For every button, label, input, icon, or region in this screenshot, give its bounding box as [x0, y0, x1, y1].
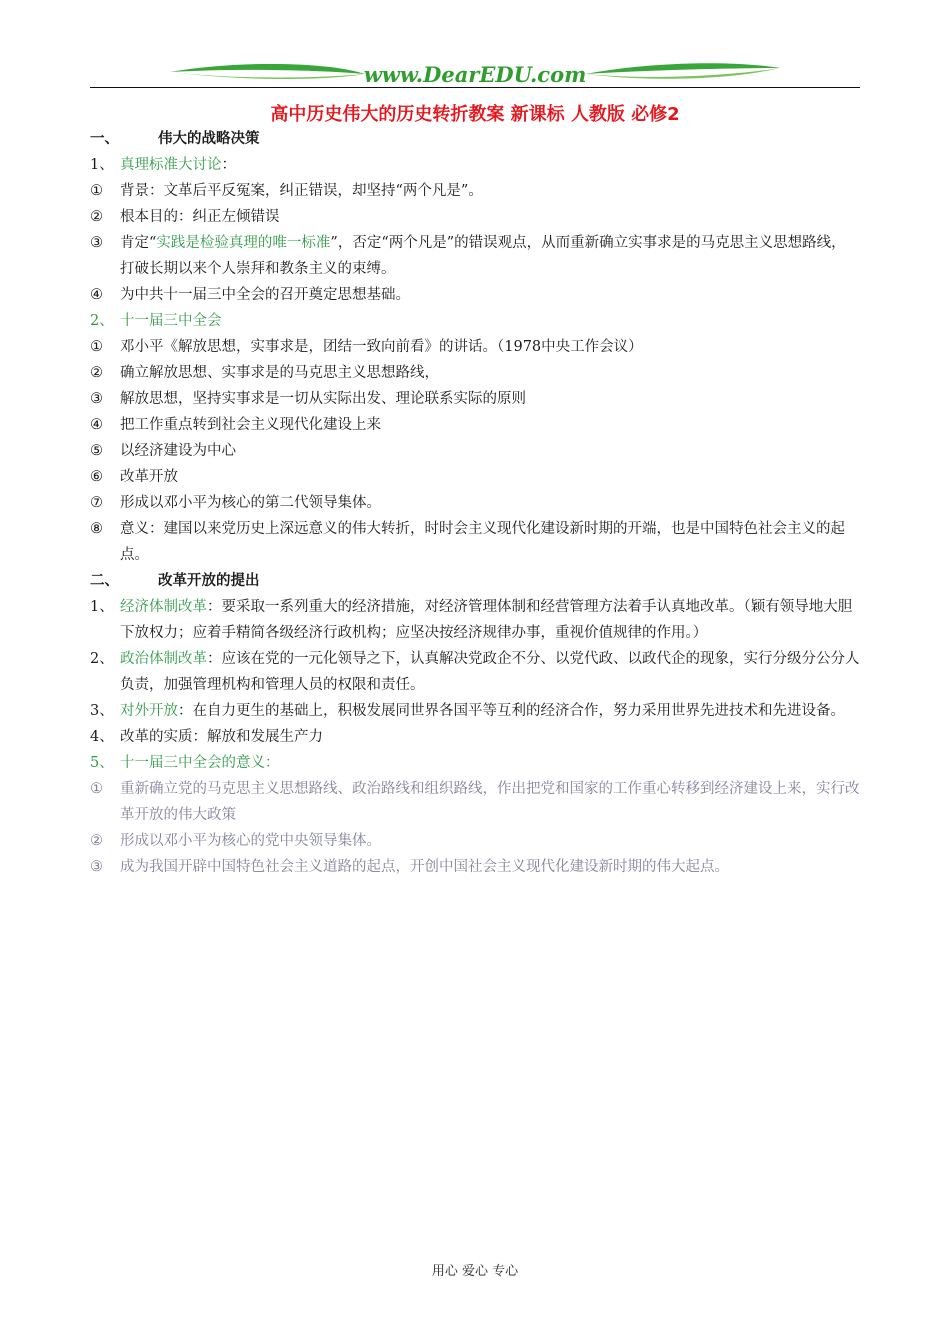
list-item-marker: ③ [90, 235, 103, 251]
list-item [90, 412, 860, 438]
list-item-text: 肯定“ [120, 235, 157, 251]
list-item-text: 背景：文革后平反冤案，纠正错误，却坚持“两个凡是”。 [120, 183, 483, 199]
list-item [90, 776, 860, 828]
highlighted-term: 十一届三中全会 [120, 313, 222, 329]
section-heading [90, 126, 860, 152]
list-item [90, 828, 860, 854]
list-item-text: ：应该在党的一元化领导之下，认真解决党政企不分、以党代政、以政代企的现象，实行分级分公分人负责，加强管理机构和管理人员的权限和责任。 [120, 651, 860, 693]
section-marker: 二、 [90, 573, 119, 589]
list-item-marker: 2、 [90, 313, 114, 329]
list-item [90, 516, 860, 568]
list-item-text: 为中共十一届三中全会的召开奠定思想基础。 [120, 287, 410, 303]
list-item [90, 178, 860, 204]
list-item-marker: ④ [90, 417, 103, 433]
list-item-marker: 3、 [90, 703, 114, 719]
document-body [90, 126, 860, 880]
site-header [90, 58, 860, 92]
list-item-marker: ⑤ [90, 443, 103, 459]
list-item-marker: ⑧ [90, 521, 103, 537]
list-item-text: 以经济建设为中心 [120, 443, 236, 459]
section-heading-text: 改革开放的提出 [158, 573, 260, 589]
list-item [90, 750, 860, 776]
list-item-marker: 5、 [90, 755, 114, 771]
list-item-marker: 1、 [90, 157, 114, 173]
list-item [90, 646, 860, 698]
section-heading-text: 伟大的战略决策 [158, 131, 260, 147]
list-item-text: 成为我国开辟中国特色社会主义道路的起点，开创中国社会主义现代化建设新时期的伟大起点。 [120, 859, 729, 875]
header-swoosh-logo [90, 58, 860, 88]
list-item-text: 根本目的：纠正左倾错误 [120, 209, 280, 225]
list-item [90, 334, 860, 360]
logo-text: www.DearEDU.com [363, 62, 587, 87]
list-item-marker: ① [90, 183, 103, 199]
list-item-marker: ① [90, 781, 103, 797]
section-marker: 一、 [90, 131, 119, 147]
list-item-text: 形成以邓小平为核心的党中央领导集体。 [120, 833, 381, 849]
list-item [90, 230, 860, 282]
highlighted-term: 十一届三中全会的意义： [120, 755, 280, 771]
highlighted-term: 经济体制改革 [120, 599, 207, 615]
list-item [90, 490, 860, 516]
list-item-marker: ③ [90, 859, 103, 875]
list-item-marker: ① [90, 339, 103, 355]
list-item [90, 464, 860, 490]
highlighted-term: 政治体制改革 [120, 651, 207, 667]
list-item [90, 698, 860, 724]
list-item-marker: ⑥ [90, 469, 103, 485]
list-item [90, 438, 860, 464]
list-item-text: ：在自力更生的基础上，积极发展同世界各国平等互利的经济合作，努力采用世界先进技术和先进设备。 [178, 703, 845, 719]
list-item-text: 形成以邓小平为核心的第二代领导集体。 [120, 495, 381, 511]
page-title: 高中历史伟大的历史转折教案 新课标 人教版 必修2 [270, 104, 680, 125]
list-item-marker: ④ [90, 287, 103, 303]
highlighted-term: 实践是检验真理的唯一标准 [156, 235, 331, 251]
list-item-text: 确立解放思想、实事求是的马克思主义思想路线， [120, 365, 439, 381]
list-item-marker: 2、 [90, 651, 114, 667]
highlighted-term: 对外开放 [120, 703, 178, 719]
list-item-text: 改革的实质：解放和发展生产力 [120, 729, 323, 745]
list-item-marker: ⑦ [90, 495, 103, 511]
list-item [90, 594, 860, 646]
list-item-marker: ③ [90, 391, 103, 407]
list-item [90, 854, 860, 880]
list-item-text: 意义：建国以来党历史上深远意义的伟大转折，时时会主义现代化建设新时期的开端，也是中国特色社会主义的起点。 [120, 521, 845, 563]
list-item-text: ： [221, 157, 236, 173]
list-item [90, 386, 860, 412]
list-item-marker: ② [90, 365, 103, 381]
list-item-text: ”，否定“两个凡是”的错误观点，从而重新确立实事求是的马克思主义思想路线，打破长期以来个人崇拜和教条主义的束缚。 [120, 235, 846, 277]
header-rule [90, 87, 860, 88]
highlighted-term: 真理标准大讨论 [120, 157, 222, 173]
list-item-text: 重新确立党的马克思主义思想路线、政治路线和组织路线，作出把党和国家的工作重心转移到经济建设上来，实行改革开放的伟大政策 [120, 781, 860, 823]
list-item-text: 解放思想，坚持实事求是一切从实际出发、理论联系实际的原则 [120, 391, 526, 407]
list-item-marker: ② [90, 833, 103, 849]
list-item-text: 改革开放 [120, 469, 178, 485]
list-item-text: 把工作重点转到社会主义现代化建设上来 [120, 417, 381, 433]
list-item-marker: 4、 [90, 729, 114, 745]
list-item [90, 204, 860, 230]
page-footer: 用心 爱心 专心 [431, 1264, 519, 1279]
section-heading [90, 568, 860, 594]
list-item-marker: 1、 [90, 599, 114, 615]
list-item [90, 724, 860, 750]
list-item [90, 360, 860, 386]
list-item-text: ：要采取一系列重大的经济措施，对经济管理体制和经营管理方法着手认真地改革。（颖有领导地大胆下放权力；应着手精简各级经济行政机构；应坚决按经济规律办事，重视价值规律的作用。） [120, 599, 853, 641]
list-item-text: 邓小平《解放思想，实事求是，团结一致向前看》的讲话。（1978中央工作会议） [120, 339, 643, 355]
list-item [90, 308, 860, 334]
list-item-marker: ② [90, 209, 103, 225]
list-item [90, 282, 860, 308]
list-item [90, 152, 860, 178]
